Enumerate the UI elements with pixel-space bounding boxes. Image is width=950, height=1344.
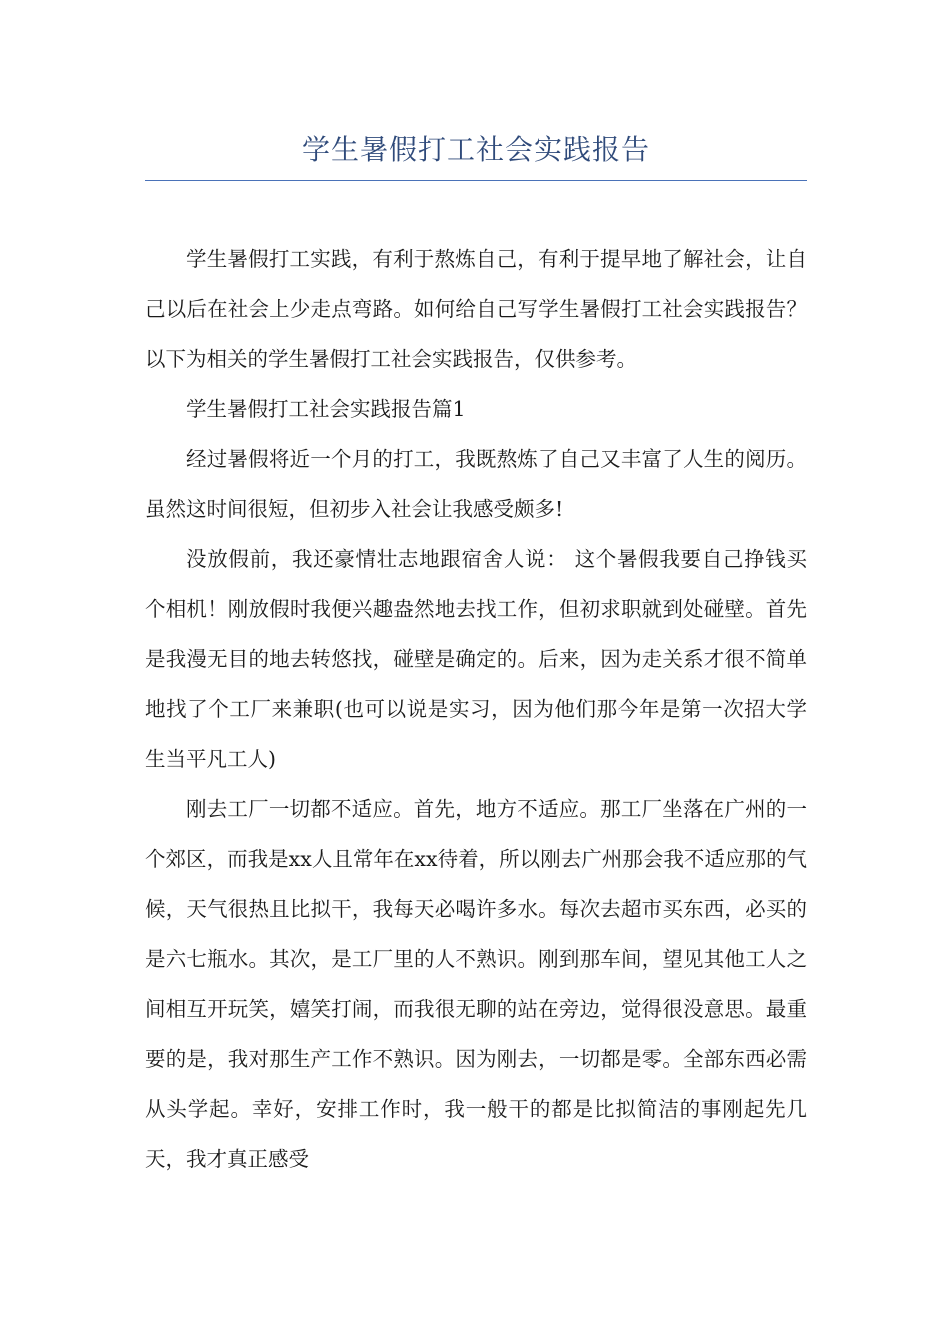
paragraph-1: 经过暑假将近一个月的打工，我既熬炼了自己又丰富了人生的阅历。虽然这时间很短，但初步入社会让我感受颇多!: [145, 447, 807, 521]
title-underline: [145, 180, 807, 181]
document-body: [145, 234, 807, 1184]
section-heading: 学生暑假打工社会实践报告篇1: [186, 397, 466, 421]
paragraph-3: 刚去工厂一切都不适应。首先，地方不适应。那工厂坐落在广州的一个郊区，而我是xx人且常年在xx待着，所以刚去广州那会我不适应那的气候，天气很热且比拟干，我每天必喝许多水。每次去超市买东西，必买的是六七瓶水。其次，是工厂里的人不熟识。刚到那车间，望见其他工人之间相互开玩笑，嬉笑打闹，而我很无聊的站在旁边，觉得很没意思。最重要的是，我对那生产工作不熟识。因为刚去，一切都是零。全部东西必需从头学起。幸好，安排工作时，我一般干的都是比拟简洁的事刚起先几天，我才真正感受: [145, 797, 807, 1171]
paragraph-intro: 学生暑假打工实践，有利于熬炼自己，有利于提早地了解社会，让自己以后在社会上少走点弯路。如何给自己写学生暑假打工社会实践报告？以下为相关的学生暑假打工社会实践报告，仅供参考。: [145, 247, 807, 371]
document-title: 学生暑假打工社会实践报告: [301, 133, 650, 166]
paragraph-2: 没放假前，我还豪情壮志地跟宿舍人说： 这个暑假我要自己挣钱买个相机！刚放假时我便兴趣盎然地去找工作，但初求职就到处碰壁。首先是我漫无目的地去转悠找，碰壁是确定的。后来，因为走关系才很不简单地找了个工厂来兼职(也可以说是实习，因为他们那今年是第一次招大学生当平凡工人): [145, 547, 807, 771]
